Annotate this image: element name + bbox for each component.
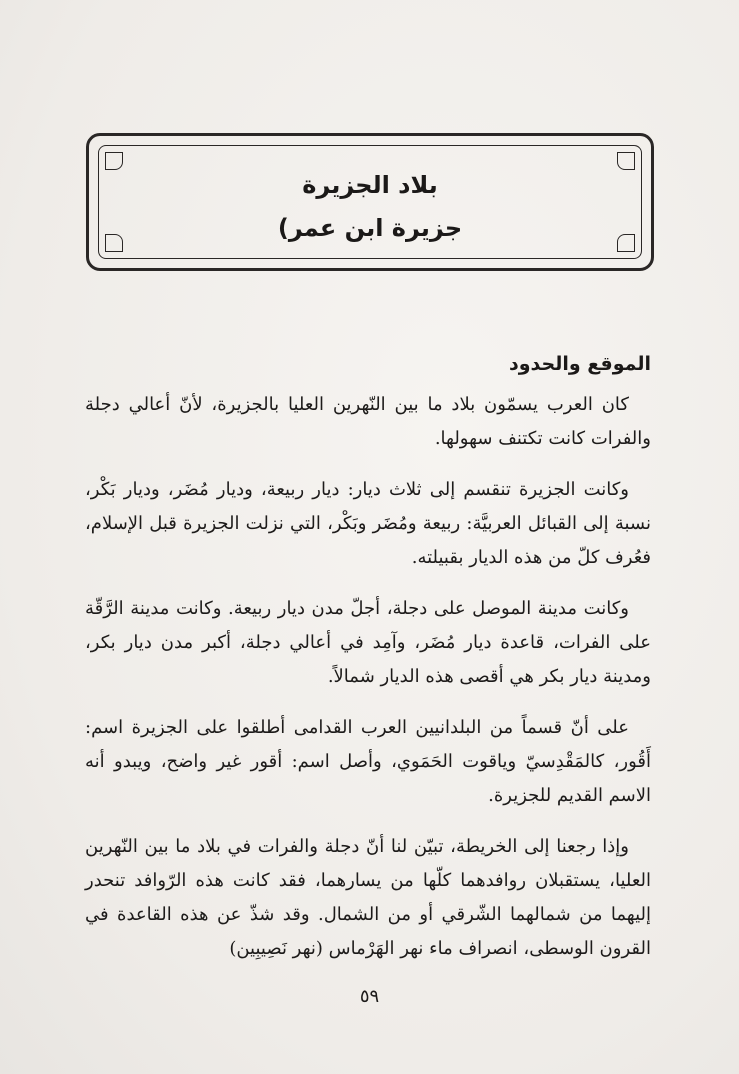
paragraph: وإذا رجعنا إلى الخريطة، تبيّن لنا أنّ دجلة والفرات في بلاد ما بين النّهرين العليا، يستقبلان روافدهما كلّها من يسارهما، فقد كانت هذه الرّوافد تنحدر إليهما من شمالهما الشّرقي أو من الشمال. وقد شذّ عن هذه القاعدة في القرون الوسطى، انصراف ماء نهر الهَرْماس (نهر نَصِيبِين) — [85, 836, 651, 959]
section-heading: الموقع والحدود — [508, 353, 651, 375]
body-text — [85, 388, 651, 983]
paragraph: وكانت الجزيرة تنقسم إلى ثلاث ديار: ديار ربيعة، وديار مُضَر، وديار بَكْر، نسبة إلى القبائل العربيَّة: ربيعة ومُضَر وبَكْر، التي نزلت الجزيرة قبل الإسلام، فعُرف كلّ من هذه الديار بقبيلته. — [85, 479, 651, 568]
paragraph: كان العرب يسمّون بلاد ما بين النّهرين العليا بالجزيرة، لأنّ أعالي دجلة والفرات كانت تكتنف سهولها. — [85, 394, 651, 449]
paragraph: على أنّ قسماً من البلدانيين العرب القدامى أطلقوا على الجزيرة اسم: أَقُور، كالمَقْدِسيّ وياقوت الحَمَوي، وأصل اسم: أقور غير واضح، ويبدو أنه الاسم القديم للجزيرة. — [85, 717, 651, 806]
frame-corner-ornament — [617, 152, 635, 170]
frame-corner-ornament — [105, 152, 123, 170]
page-number: ٥٩ — [359, 986, 380, 1007]
chapter-subtitle: جزيرة ابن عمر) — [277, 214, 463, 242]
title-frame — [86, 133, 654, 271]
paragraph: وكانت مدينة الموصل على دجلة، أجلّ مدن ديار ربيعة. وكانت مدينة الرَّقّة على الفرات، قاعدة ديار مُضَر، وآمِد في أعالي دجلة، أكبر مدن ديار بكر، ومدينة ديار بكر هي أقصى هذه الديار شمالاً. — [85, 598, 651, 687]
chapter-title: بلاد الجزيرة — [302, 171, 438, 199]
